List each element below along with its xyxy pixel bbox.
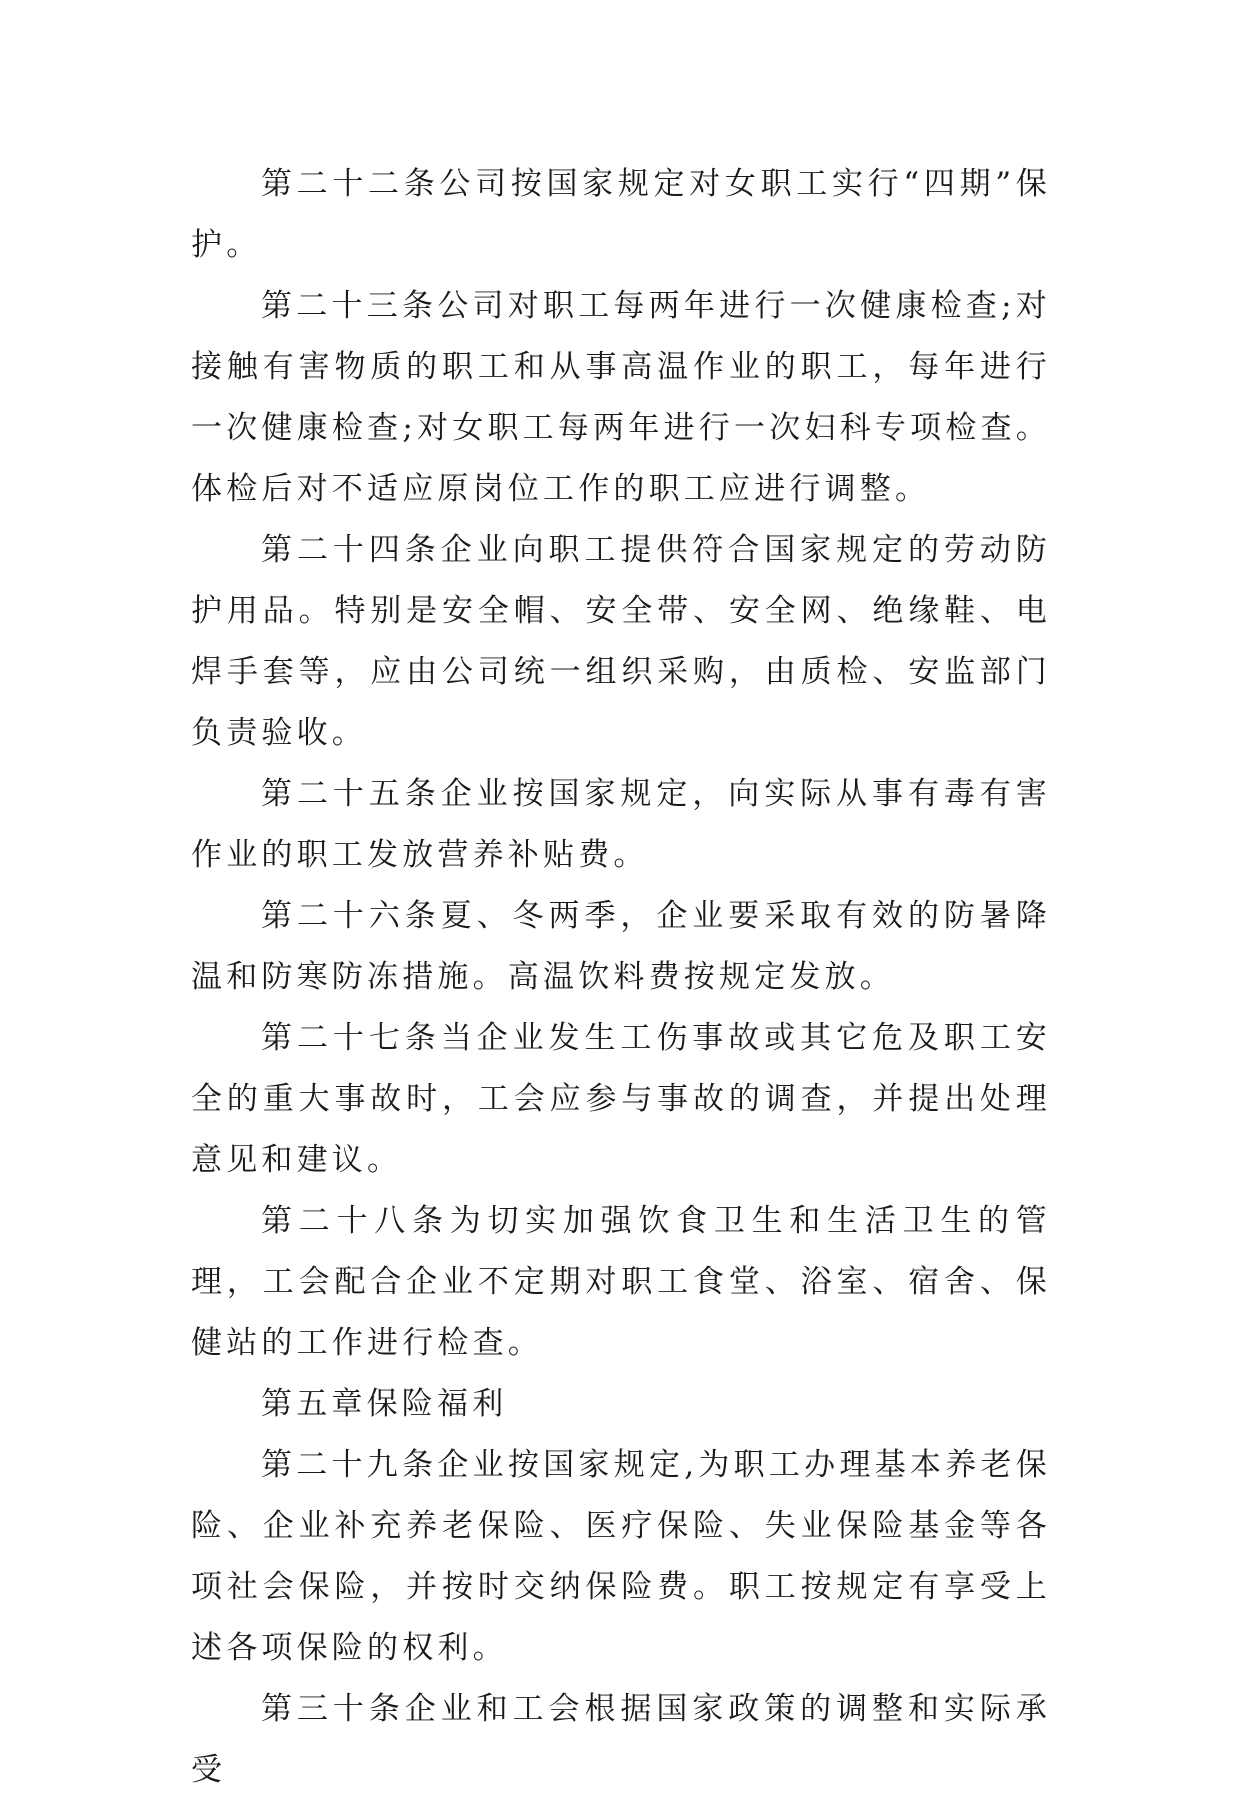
article-28-paragraph: 第二十八条为切实加强饮食卫生和生活卫生的管理，工会配合企业不定期对职工食堂、浴室、宿舍、保健站的工作进行检查。 <box>191 1203 1051 1361</box>
article-26-paragraph: 第二十六条夏、冬两季，企业要采取有效的防暑降温和防寒防冻措施。高温饮料费按规定发放。 <box>191 898 1051 995</box>
article-25-paragraph: 第二十五条企业按国家规定，向实际从事有毒有害作业的职工发放营养补贴费。 <box>191 776 1051 873</box>
article-24-paragraph: 第二十四条企业向职工提供符合国家规定的劳动防护用品。特别是安全帽、安全带、安全网、绝缘鞋、电焊手套等，应由公司统一组织采购，由质检、安监部门负责验收。 <box>191 532 1051 751</box>
article-22-paragraph: 第二十二条公司按国家规定对女职工实行“四期”保护。 <box>191 166 1051 263</box>
chapter-5-heading: 第五章保险福利 <box>261 1386 508 1422</box>
article-30-paragraph: 第三十条企业和工会根据国家政策的调整和实际承受 <box>191 1691 1051 1788</box>
document-body <box>191 154 1051 1801</box>
article-27-paragraph: 第二十七条当企业发生工伤事故或其它危及职工安全的重大事故时，工会应参与事故的调查，并提出处理意见和建议。 <box>191 1020 1051 1178</box>
article-29-paragraph: 第二十九条企业按国家规定,为职工办理基本养老保险、企业补充养老保险、医疗保险、失业保险基金等各项社会保险，并按时交纳保险费。职工按规定有享受上述各项保险的权利。 <box>191 1447 1051 1666</box>
article-23-paragraph: 第二十三条公司对职工每两年进行一次健康检查;对接触有害物质的职工和从事高温作业的职工，每年进行一次健康检查;对女职工每两年进行一次妇科专项检查。体检后对不适应原岗位工作的职工应进行调整。 <box>191 288 1051 507</box>
